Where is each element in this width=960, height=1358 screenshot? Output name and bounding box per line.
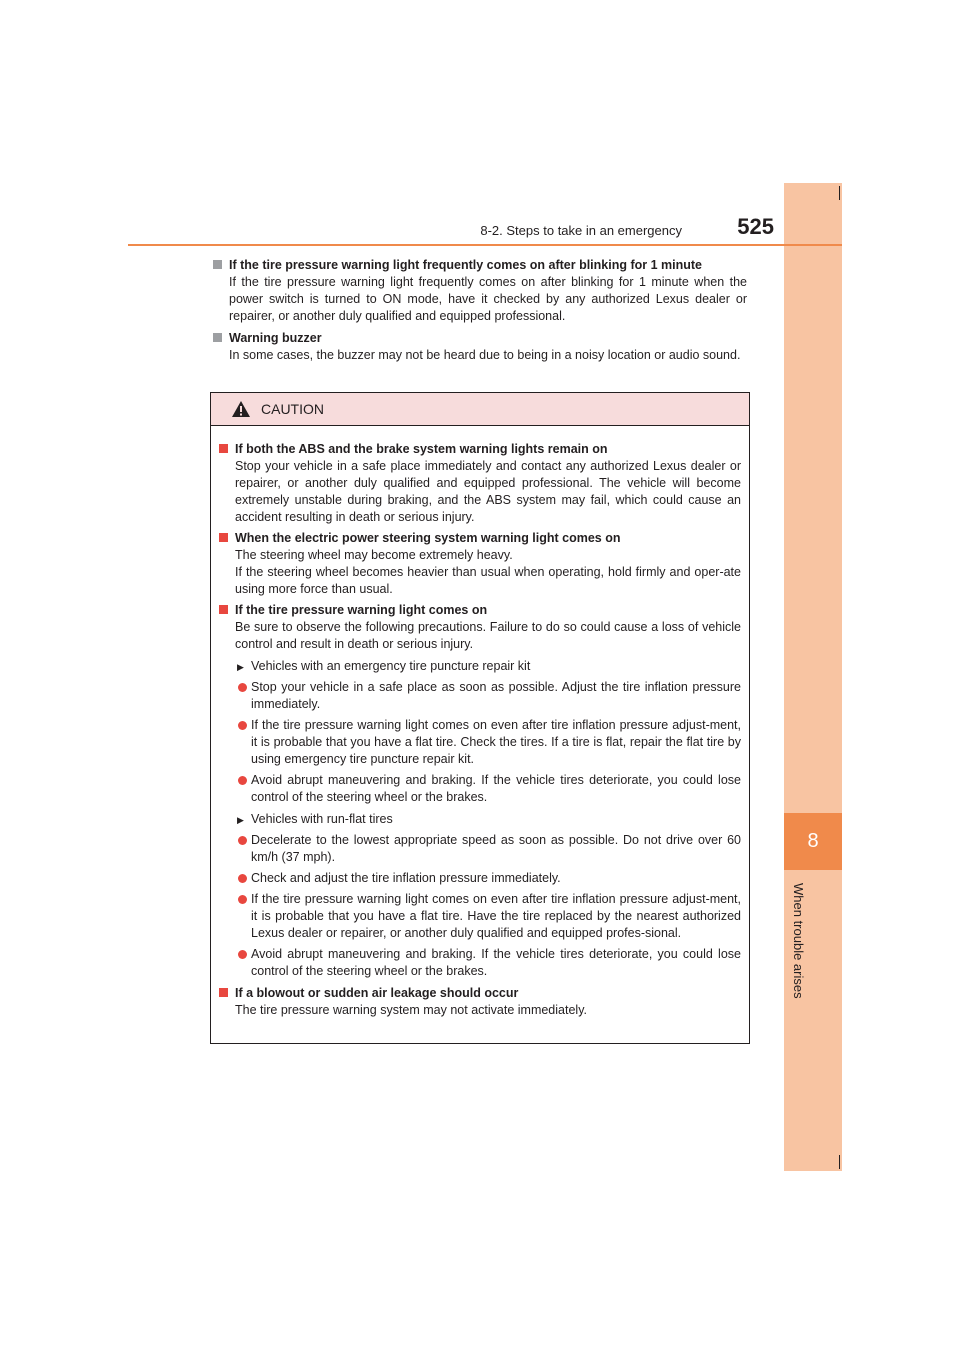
vehicle-type-label: ▶ Vehicles with run-flat tires bbox=[217, 811, 741, 828]
bullet-item: If the tire pressure warning light comes on even after tire inflation pressure adjust-ment, it is probable that you have a flat tire. Have the tire replaced by the nearest authorized Lexus dealer or repairer, or another duly qualified and equipped profes-sional. bbox=[217, 891, 741, 942]
bullet-item: Avoid abrupt maneuvering and braking. If the vehicle tires deteriorate, you could lose control of the steering wheel or the brakes. bbox=[217, 946, 741, 980]
note-text: If the tire pressure warning light frequently comes on after blinking for 1 minute when the power switch is turned to ON mode, have it checked by any authorized Lexus dealer or repairer, or another duly qualified and equipped professional. bbox=[229, 275, 747, 323]
bullet-item: Stop your vehicle in a safe place as soon as possible. Adjust the tire inflation pressure immediately. bbox=[217, 679, 741, 713]
caution-heading: When the electric power steering system warning light comes on bbox=[217, 529, 741, 547]
caution-header bbox=[211, 393, 749, 426]
warning-triangle-icon bbox=[231, 400, 251, 418]
page-number: 525 bbox=[737, 214, 774, 239]
note-heading: If the tire pressure warning light frequently comes on after blinking for 1 minute bbox=[211, 256, 747, 274]
crop-mark-bottom bbox=[839, 1155, 840, 1169]
caution-heading: If both the ABS and the brake system warning lights remain on bbox=[217, 440, 741, 458]
caution-heading: If a blowout or sudden air leakage should occur bbox=[217, 984, 741, 1002]
chapter-side-tab bbox=[784, 183, 842, 1171]
bullet-item: Check and adjust the tire inflation pressure immediately. bbox=[217, 870, 741, 887]
intro-notes bbox=[211, 256, 747, 368]
crop-mark-top bbox=[839, 186, 840, 200]
caution-text: The tire pressure warning system may not activate immediately. bbox=[235, 1003, 587, 1017]
caution-text: The steering wheel may become extremely heavy. bbox=[235, 548, 513, 562]
chapter-number: 8 bbox=[784, 813, 842, 870]
caution-heading: If the tire pressure warning light comes on bbox=[217, 601, 741, 619]
bullet-item: Avoid abrupt maneuvering and braking. If the vehicle tires deteriorate, you could lose control of the steering wheel or the brakes. bbox=[217, 772, 741, 806]
section-title: 8-2. Steps to take in an emergency bbox=[480, 223, 682, 238]
caution-text: Be sure to observe the following precautions. Failure to do so could cause a loss of vehicle control and result in death or serious injury. bbox=[235, 620, 741, 651]
bullet-item: Decelerate to the lowest appropriate speed as soon as possible. Do not drive over 60 km/h (37 mph). bbox=[217, 832, 741, 866]
note-text: In some cases, the buzzer may not be heard due to being in a noisy location or audio sound. bbox=[229, 348, 741, 362]
caution-body bbox=[211, 426, 749, 1019]
caution-box bbox=[210, 392, 750, 1044]
note-heading: Warning buzzer bbox=[211, 329, 747, 347]
caution-text: If the steering wheel becomes heavier than usual when operating, hold firmly and oper-ate using more force than usual. bbox=[235, 565, 741, 596]
caution-title: CAUTION bbox=[261, 401, 324, 417]
vehicle-type-label: ▶ Vehicles with an emergency tire puncture repair kit bbox=[217, 658, 741, 675]
bullet-item: If the tire pressure warning light comes on even after tire inflation pressure adjust-ment, it is probable that you have a flat tire. Check the tires. If a tire is flat, repair the flat tire by using emergency tire puncture repair kit. bbox=[217, 717, 741, 768]
caution-text: Stop your vehicle in a safe place immediately and contact any authorized Lexus dealer or repairer, or another duly qualified and equipped professional. The vehicle will become extremely unstable during braking, and the ABS system may fail, which could cause an accident resulting in death or serious injury. bbox=[235, 459, 741, 524]
chapter-title: When trouble arises bbox=[791, 883, 806, 999]
page-header bbox=[128, 214, 842, 246]
